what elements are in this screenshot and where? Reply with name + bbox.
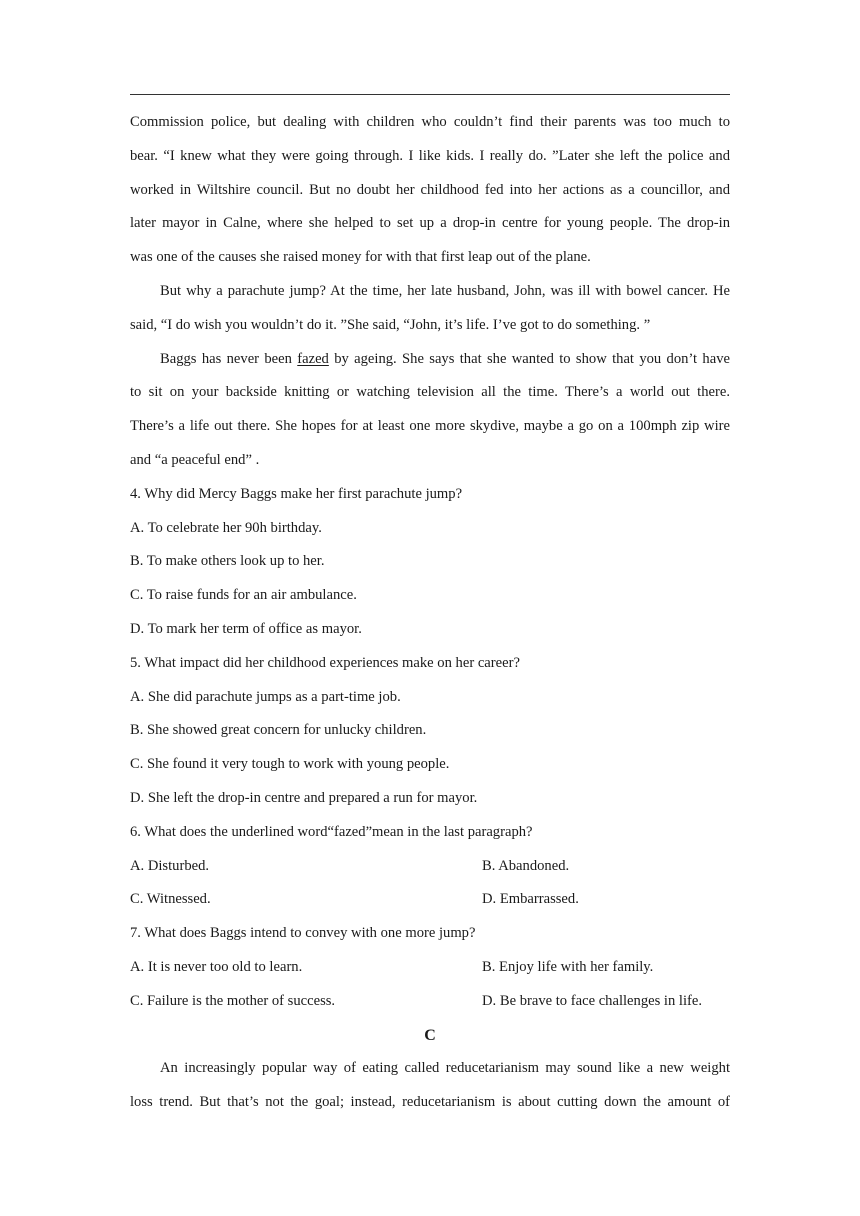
option: C. She found it very tough to work with young people. [130, 756, 450, 773]
option: D. Embarrassed. [482, 891, 579, 908]
text-line [130, 343, 730, 377]
option: C. To raise funds for an air ambulance. [130, 587, 357, 604]
option: D. To mark her term of office as mayor. [130, 620, 362, 637]
underlined-word: fazed [297, 350, 329, 367]
question-4 [130, 478, 730, 647]
text-line: was one of the causes she raised money for with that first leap out of the plane. [130, 249, 591, 266]
text-line: There’s a life out there. She hopes for at least one more skydive, maybe a go on a 100mph zip wire [130, 418, 730, 435]
text-line: Commission police, but dealing with children who couldn’t find their parents was too much to [130, 114, 730, 130]
question-stem: 6. What does the underlined word“fazed”mean in the last paragraph? [130, 823, 533, 840]
option: A. To celebrate her 90h birthday. [130, 519, 322, 536]
option-row [130, 985, 730, 1019]
text-span: by ageing. She says that she wanted to show that you don’t have [328, 350, 730, 367]
question-5 [130, 647, 730, 816]
option: C. Witnessed. [130, 891, 211, 908]
option: B. She showed great concern for unlucky children. [130, 722, 427, 739]
text-line: But why a parachute jump? At the time, her late husband, John, was ill with bowel cancer. He [160, 282, 730, 299]
text-line: to sit on your backside knitting or watching television all the time. There’s a world out there. [130, 384, 730, 401]
option: D. Be brave to face challenges in life. [482, 992, 703, 1009]
option: B. To make others look up to her. [130, 553, 325, 570]
option: A. She did parachute jumps as a part-time job. [130, 688, 401, 705]
text-line: loss trend. But that’s not the goal; instead, reducetarianism is about cutting down the amount of [130, 1094, 730, 1111]
option-row [130, 850, 730, 884]
text-line: later mayor in Calne, where she helped to set up a drop-in centre for young people. The drop-in [130, 215, 730, 232]
section-c-paragraph [130, 1052, 730, 1120]
text-line: said, “I do wish you wouldn’t do it. ”She said, “John, it’s life. I’ve got to do something. ” [130, 316, 651, 333]
option: A. Disturbed. [130, 857, 210, 874]
text-line: and “a peaceful end” . [130, 451, 260, 468]
question-stem: 5. What impact did her childhood experiences make on her career? [130, 654, 520, 671]
passage-paragraph-2 [130, 275, 730, 343]
question-stem: 4. Why did Mercy Baggs make her first parachute jump? [130, 485, 463, 502]
option: B. Abandoned. [482, 857, 570, 874]
text-span: Baggs has never been [160, 350, 298, 367]
document-content [130, 106, 730, 1120]
option-row [130, 883, 730, 917]
option-row [130, 951, 730, 985]
passage-paragraph-1 [130, 106, 730, 275]
question-6 [130, 816, 730, 917]
text-line: worked in Wiltshire council. But no doubt her childhood fed into her actions as a councillor, and [130, 181, 730, 198]
question-stem: 7. What does Baggs intend to convey with one more jump? [130, 925, 476, 942]
option: D. She left the drop-in centre and prepared a run for mayor. [130, 789, 478, 806]
option: B. Enjoy life with her family. [482, 958, 654, 975]
document-page [130, 0, 730, 1216]
passage-paragraph-3 [130, 343, 730, 478]
header-rule [130, 94, 730, 95]
question-7 [130, 917, 730, 1018]
option: C. Failure is the mother of success. [130, 992, 336, 1009]
section-heading: C [424, 1026, 436, 1044]
option: A. It is never too old to learn. [130, 958, 303, 975]
text-line: An increasingly popular way of eating called reducetarianism may sound like a new weight [160, 1060, 730, 1077]
text-line: bear. “I knew what they were going through. I like kids. I really do. ”Later she left the police and [130, 147, 730, 164]
